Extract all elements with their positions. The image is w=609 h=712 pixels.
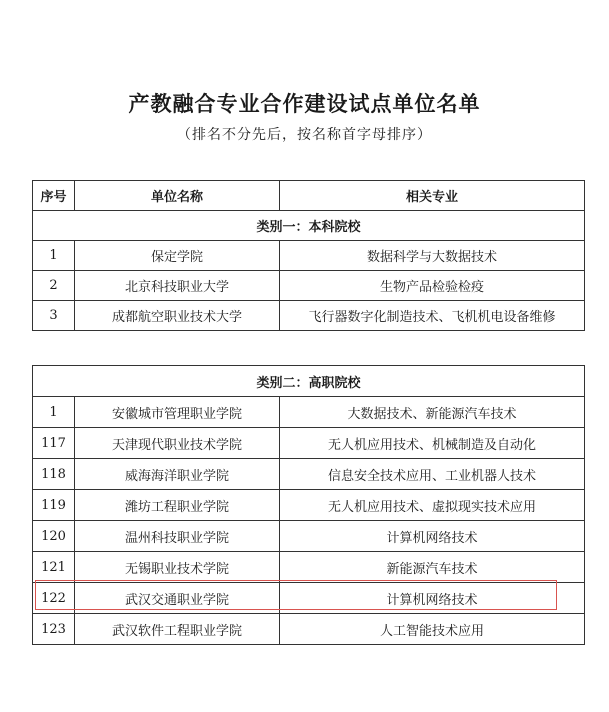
cell-name: 温州科技职业学院 [75,521,280,552]
table-row [33,241,585,271]
table-row [33,614,585,645]
cell-name: 无锡职业技术学院 [75,552,280,583]
cell-name: 潍坊工程职业学院 [75,490,280,521]
cell-no: 123 [33,614,75,645]
cell-major: 人工智能技术应用 [280,614,585,645]
cell-major: 无人机应用技术、虚拟现实技术应用 [280,490,585,521]
cell-no: 122 [33,583,75,614]
table-header-row [33,181,585,211]
cell-name: 成都航空职业技术大学 [75,301,280,331]
cell-name: 北京科技职业大学 [75,271,280,301]
cell-no: 1 [33,397,75,428]
category-row [33,211,585,241]
table-row-highlighted [33,583,585,614]
table-row [33,490,585,521]
cell-major: 飞行器数字化制造技术、飞机机电设备维修 [280,301,585,331]
document-title: 产教融合专业合作建设试点单位名单 [128,92,481,116]
cell-no: 121 [33,552,75,583]
cell-major: 大数据技术、新能源汽车技术 [280,397,585,428]
table-vocational [32,365,585,645]
table-row [33,271,585,301]
cell-name: 武汉软件工程职业学院 [75,614,280,645]
document-subtitle: （排名不分先后，按名称首字母排序） [177,127,432,143]
cell-major: 无人机应用技术、机械制造及自动化 [280,428,585,459]
cell-major: 新能源汽车技术 [280,552,585,583]
table-row [33,552,585,583]
cell-name: 保定学院 [75,241,280,271]
category-label: 类别一：本科院校 [33,211,585,241]
cell-major: 信息安全技术应用、工业机器人技术 [280,459,585,490]
table-row [33,397,585,428]
cell-no: 119 [33,490,75,521]
cell-no: 117 [33,428,75,459]
cell-major: 计算机网络技术 [280,521,585,552]
header-major: 相关专业 [280,181,585,211]
cell-no: 3 [33,301,75,331]
cell-no: 1 [33,241,75,271]
cell-name: 威海海洋职业学院 [75,459,280,490]
cell-major: 计算机网络技术 [280,583,585,614]
cell-no: 120 [33,521,75,552]
table-row [33,301,585,331]
cell-name: 天津现代职业技术学院 [75,428,280,459]
category-row [33,366,585,397]
cell-major: 生物产品检验检疫 [280,271,585,301]
table-row [33,428,585,459]
category-label: 类别二：高职院校 [33,366,585,397]
table-row [33,459,585,490]
table-row [33,521,585,552]
cell-major: 数据科学与大数据技术 [280,241,585,271]
cell-no: 118 [33,459,75,490]
header-name: 单位名称 [75,181,280,211]
cell-name: 安徽城市管理职业学院 [75,397,280,428]
cell-name: 武汉交通职业学院 [75,583,280,614]
table-undergraduate [32,180,585,331]
cell-no: 2 [33,271,75,301]
header-no: 序号 [33,181,75,211]
